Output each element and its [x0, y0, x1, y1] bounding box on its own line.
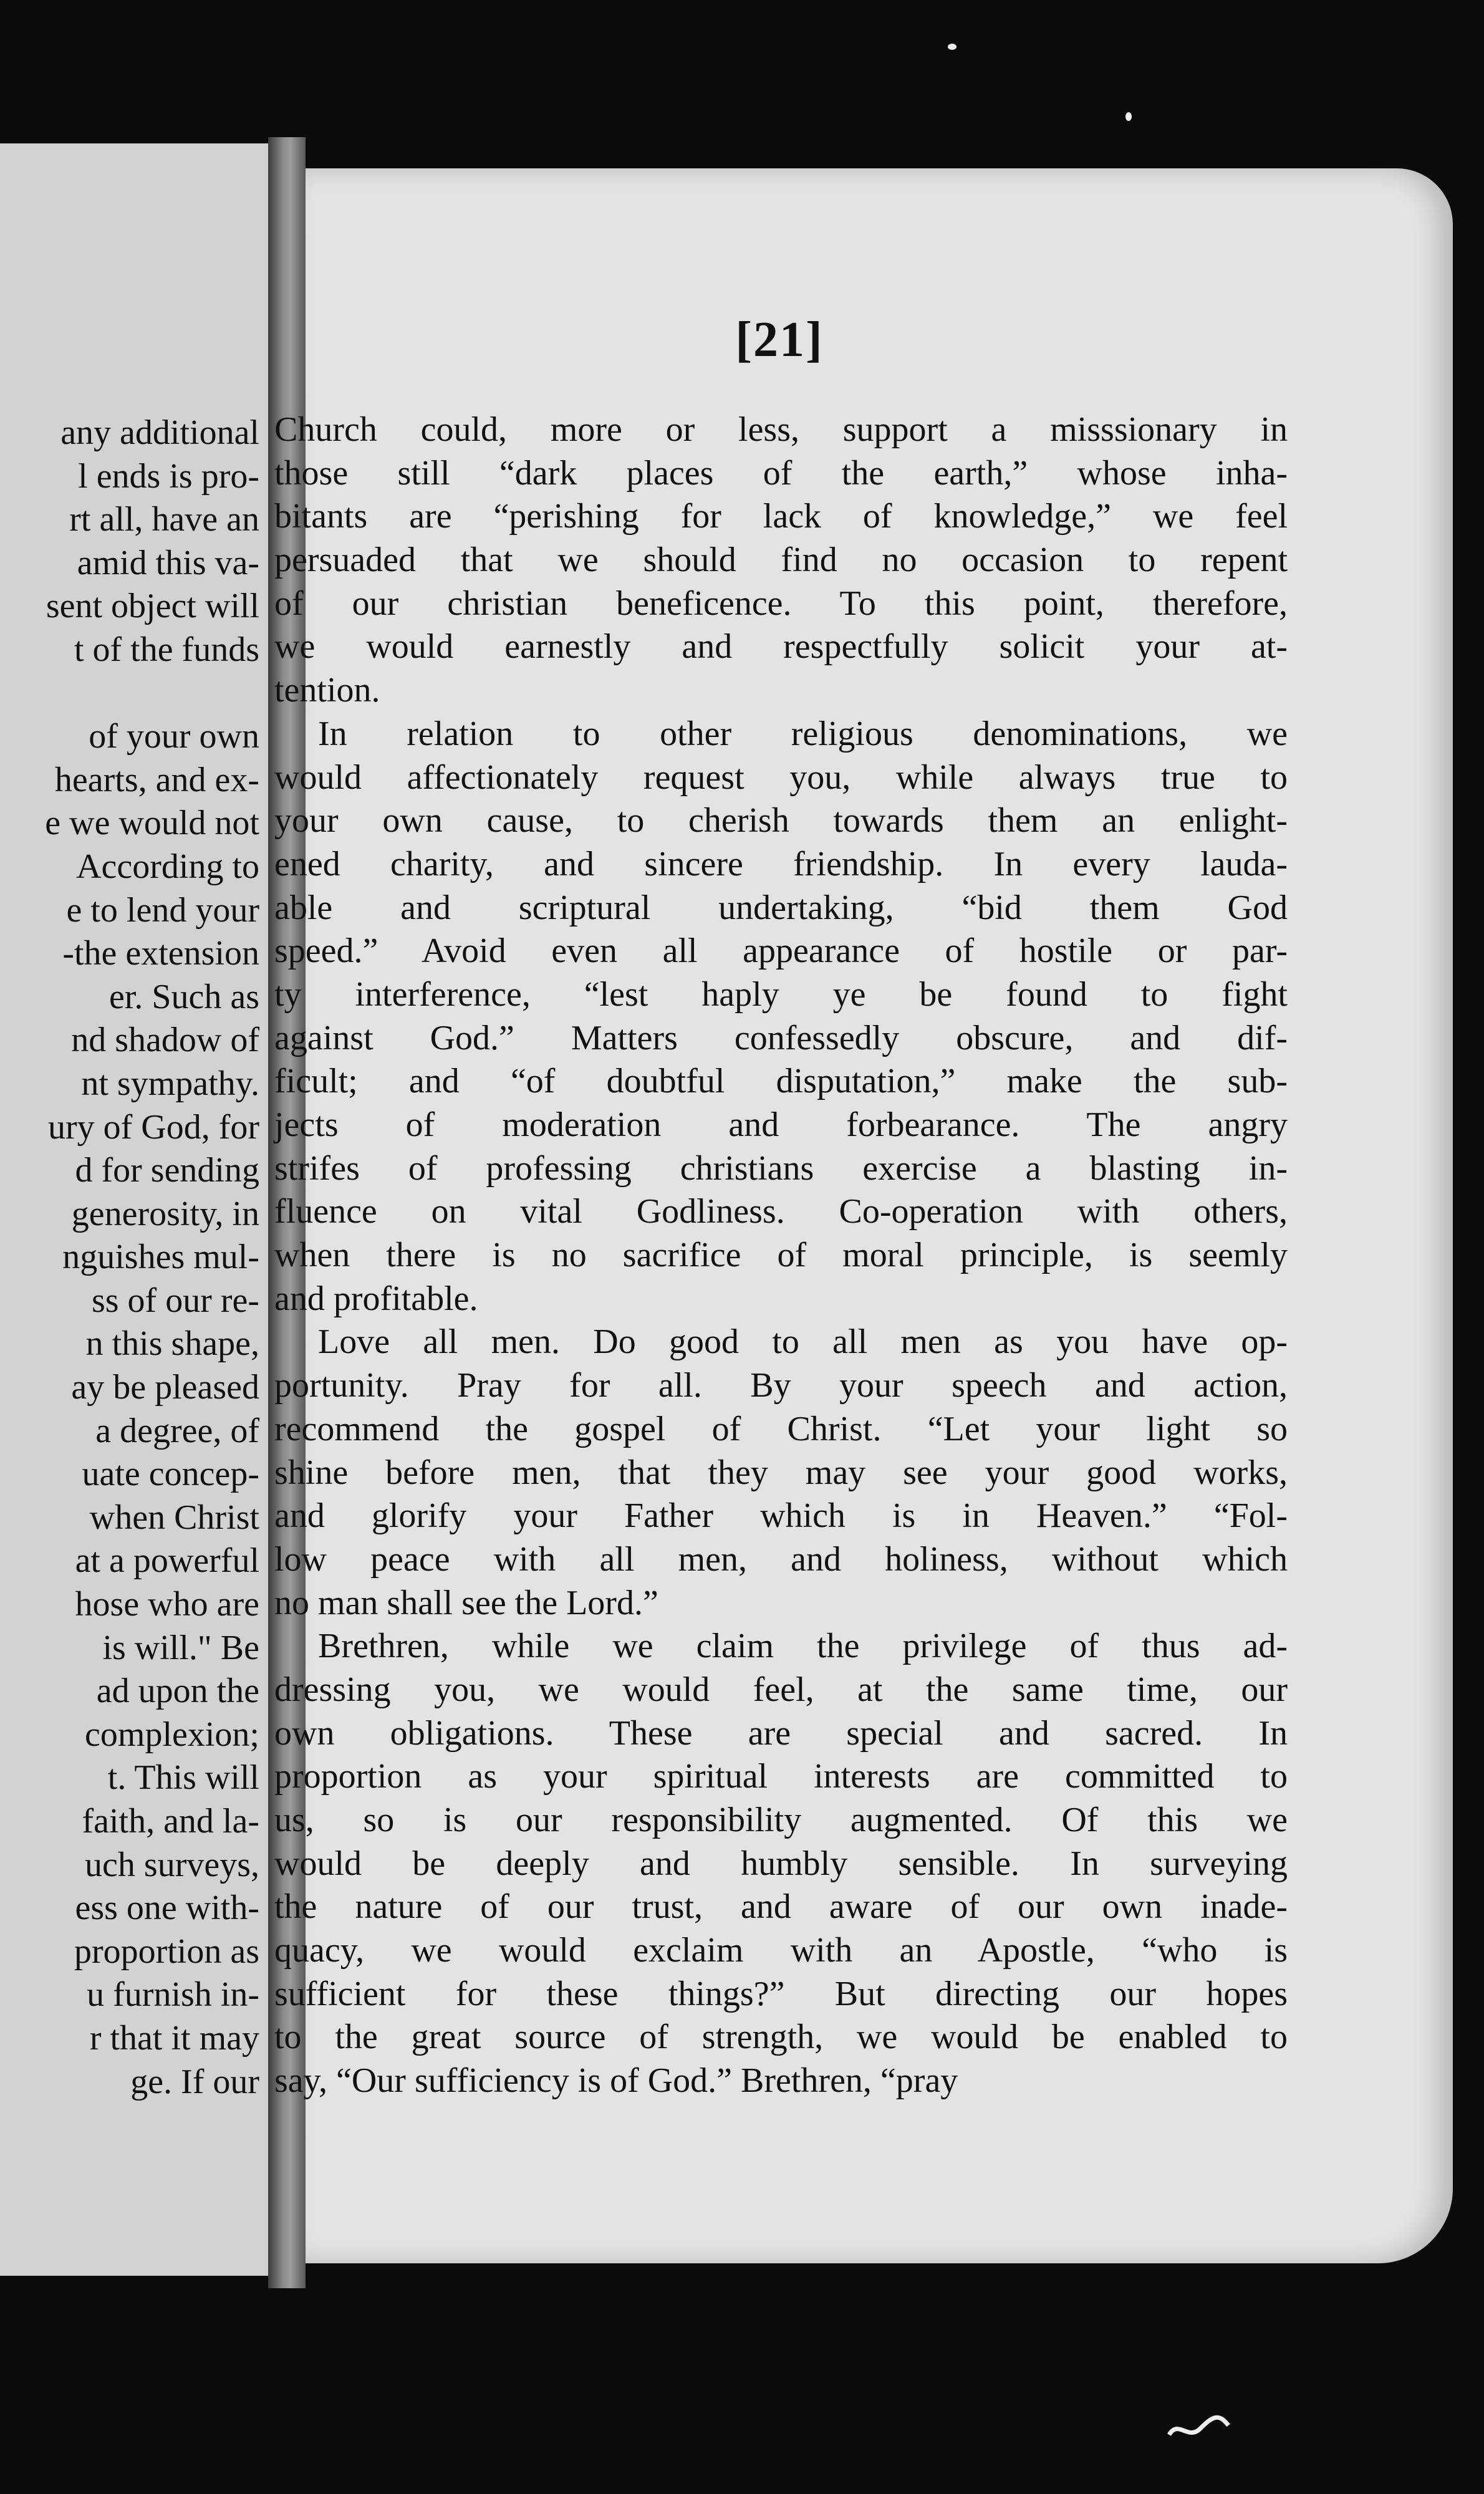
left-page-line: hose who are [75, 1585, 259, 1624]
left-page-line: at a powerful [75, 1541, 259, 1581]
text-line: In relation to other religious denominations, we [318, 714, 1288, 753]
left-page-line: complexion; [85, 1715, 259, 1754]
text-line: bitants are “perishing for lack of knowledge,” we feel [274, 497, 1288, 536]
left-page [0, 143, 268, 2276]
left-page-line: nguishes mul- [62, 1238, 259, 1277]
text-line: fluence on vital Godliness. Co-operation with others, [274, 1192, 1288, 1231]
text-line: ficult; and “of doubtful disputation,” make the sub- [274, 1062, 1288, 1101]
text-line: proportion as your spiritual interests are committed to [274, 1757, 1288, 1796]
left-page-line: t. This will [107, 1758, 259, 1798]
text-line: able and scriptural undertaking, “bid them God [274, 888, 1288, 927]
left-page-line: l ends is pro- [78, 456, 259, 496]
text-line: dressing you, we would feel, at the same time, our [274, 1670, 1288, 1709]
left-page-line [0, 672, 268, 716]
text-line: when there is no sacrifice of moral principle, is seemly [274, 1236, 1288, 1275]
left-page-line: a degree, of [95, 1411, 259, 1450]
text-line: persuaded that we should find no occasion to repent [274, 541, 1288, 580]
text-line: no man shall see the Lord.” [274, 1583, 658, 1622]
body-text [274, 408, 1288, 2103]
text-line: shine before men, that they may see your good works, [274, 1453, 1288, 1492]
ink-mark [1166, 2407, 1235, 2444]
left-page-line: ss of our re- [91, 1281, 259, 1320]
text-line: and profitable. [274, 1279, 478, 1318]
text-line: own obligations. These are special and sacred. In [274, 1713, 1288, 1753]
left-page-line: ury of God, for [47, 1107, 259, 1147]
left-page-line: generosity, in [71, 1194, 259, 1233]
left-page-line: ess one with- [75, 1889, 259, 1928]
left-page-line: proportion as [74, 1932, 259, 1971]
left-page-line: r that it may [89, 2018, 259, 2058]
left-page-line: n this shape, [85, 1324, 259, 1364]
left-page-line: uch surveys, [85, 1845, 259, 1884]
left-page-line: is will." Be [102, 1628, 259, 1667]
text-line: jects of moderation and forbearance. The angry [274, 1105, 1288, 1144]
text-line: us, so is our responsibility augmented. Of this we [274, 1801, 1288, 1839]
dust-speck [1125, 112, 1132, 121]
text-line: and glorify your Father which is in Heaven.” “Fol- [274, 1496, 1288, 1536]
left-page-line: According to [76, 847, 259, 886]
text-line: say, “Our sufficiency is of God.” Brethren, “pray [274, 2061, 958, 2101]
text-line: the nature of our trust, and aware of our own inade- [274, 1887, 1288, 1927]
left-page-line: rt all, have an [69, 500, 259, 539]
left-page-line: e we would not [45, 804, 259, 843]
left-page-text [0, 412, 268, 2104]
text-line: low peace with all men, and holiness, without which [274, 1539, 1288, 1579]
text-line: recommend the gospel of Christ. “Let your light so [274, 1409, 1288, 1448]
text-line: of our christian beneficence. To this point, therefore, [274, 584, 1288, 623]
text-line: tention. [274, 671, 380, 710]
left-page-line: of your own [89, 717, 259, 756]
left-page-line: ge. If our [130, 2062, 259, 2101]
text-line: against God.” Matters confessedly obscure, and dif- [274, 1018, 1288, 1057]
left-page-line: hearts, and ex- [54, 760, 259, 799]
text-line: to the great source of strength, we would be enabled to [274, 2018, 1288, 2057]
left-page-line: any additional [60, 413, 259, 452]
text-line: speed.” Avoid even all appearance of hostile or par- [274, 932, 1288, 971]
left-page-line: er. Such as [108, 977, 259, 1016]
text-line: ened charity, and sincere friendship. In every lauda- [274, 844, 1288, 883]
left-page-line: d for sending [75, 1151, 259, 1190]
text-line: sufficient for these things?” But directing our hopes [274, 1974, 1288, 2013]
dust-speck [948, 44, 956, 50]
text-line: ty interference, “lest haply ye be found to fight [274, 975, 1288, 1014]
text-line: Brethren, while we claim the privilege of thus ad- [318, 1627, 1288, 1666]
text-line: your own cause, to cherish towards them an enlight- [274, 801, 1288, 840]
page-number: [21] [735, 312, 824, 367]
left-page-line: ay be pleased [71, 1368, 259, 1407]
left-page-line: u furnish in- [87, 1975, 259, 2015]
left-page-line: -the extension [62, 934, 259, 973]
left-page-line: sent object will [46, 587, 259, 626]
text-line: strifes of professing christians exercise a blasting in- [274, 1148, 1288, 1188]
left-page-line: nt sympathy. [81, 1064, 259, 1103]
text-line: would affectionately request you, while always true to [274, 758, 1288, 797]
text-line: Love all men. Do good to all men as you have op- [318, 1322, 1288, 1362]
left-page-line: when Christ [89, 1498, 259, 1537]
text-line: we would earnestly and respectfully solicit your at- [274, 627, 1288, 667]
left-page-line: nd shadow of [71, 1021, 259, 1060]
left-page-line: e to lend your [66, 890, 259, 930]
left-page-line: faith, and la- [82, 1802, 259, 1841]
left-page-line: t of the funds [74, 630, 259, 669]
text-line: those still “dark places of the earth,” whose inha- [274, 453, 1288, 493]
left-page-line: amid this va- [77, 543, 259, 582]
text-line: portunity. Pray for all. By your speech and action, [274, 1366, 1288, 1405]
text-line: would be deeply and humbly sensible. In surveying [274, 1844, 1288, 1883]
text-line: quacy, we would exclaim with an Apostle, “who is [274, 1931, 1288, 1970]
left-page-line: ad upon the [96, 1672, 259, 1711]
text-line: Church could, more or less, support a misssionary in [274, 410, 1288, 449]
left-page-line: uate concep- [82, 1455, 259, 1494]
